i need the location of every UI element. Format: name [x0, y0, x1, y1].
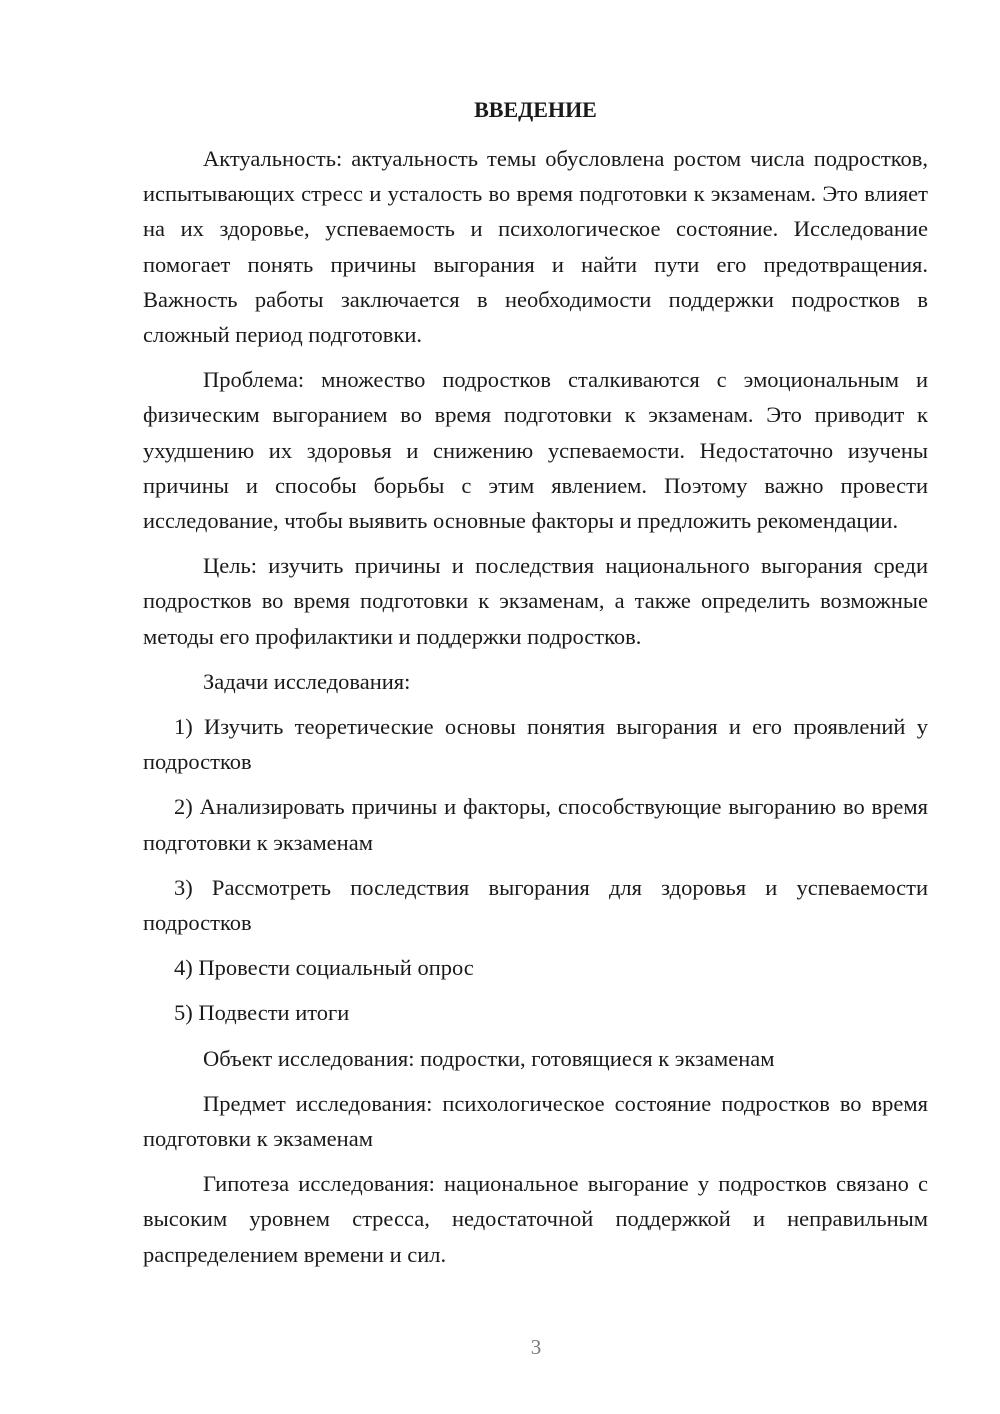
document-page [143, 92, 928, 1272]
object-paragraph: Объект исследования: подростки, готовящиеся к экзаменам [203, 1045, 775, 1071]
problem-paragraph: Проблема: множество подростков сталкиваются с эмоциональным и физическим выгоранием во время подготовки к экзаменам. Это приводит к ухудшению их здоровья и снижению успеваемости. Недостаточно изучены причины и способы борьбы с этим явлением. Поэтому важно провести исследование, чтобы выявить основные факторы и предложить рекомендации. [143, 367, 928, 534]
task-item-5: 5) Подвести итоги [174, 1000, 350, 1026]
subject-paragraph: Предмет исследования: психологическое состояние подростков во время подготовки к экзаменам [143, 1090, 928, 1152]
section-title: ВВЕДЕНИЕ [474, 97, 597, 122]
task-item-2: 2) Анализировать причины и факторы, способствующие выгоранию во время подготовки к экзаменам [143, 794, 928, 855]
hypothesis-paragraph: Гипотеза исследования: национальное выгорание у подростков связано с высоким уровнем стресса, недостаточной поддержкой и неправильным распределением времени и сил. [143, 1171, 928, 1267]
page-number: 3 [530, 1335, 542, 1359]
task-item-3: 3) Рассмотреть последствия выгорания для здоровья и успеваемости подростков [143, 874, 928, 936]
tasks-heading: Задачи исследования: [203, 668, 411, 694]
task-item-4: 4) Провести социальный опрос [174, 955, 474, 981]
goal-paragraph: Цель: изучить причины и последствия национального выгорания среди подростков во время подготовки к экзаменам, а также определить возможные методы его профилактики и поддержки подростков. [143, 553, 928, 649]
task-item-1: 1) Изучить теоретические основы понятия выгорания и его проявлений у подростков [143, 714, 928, 775]
relevance-paragraph: Актуальность: актуальность темы обусловлена ростом числа подростков, испытывающих стресс и усталость во время подготовки к экзаменам. Это влияет на их здоровье, успеваемость и психологическое состояние. Исследование помогает понять причины выгорания и найти пути его предотвращения. Важность работы заключается в необходимости поддержки подростков в сложный период подготовки. [143, 146, 928, 348]
